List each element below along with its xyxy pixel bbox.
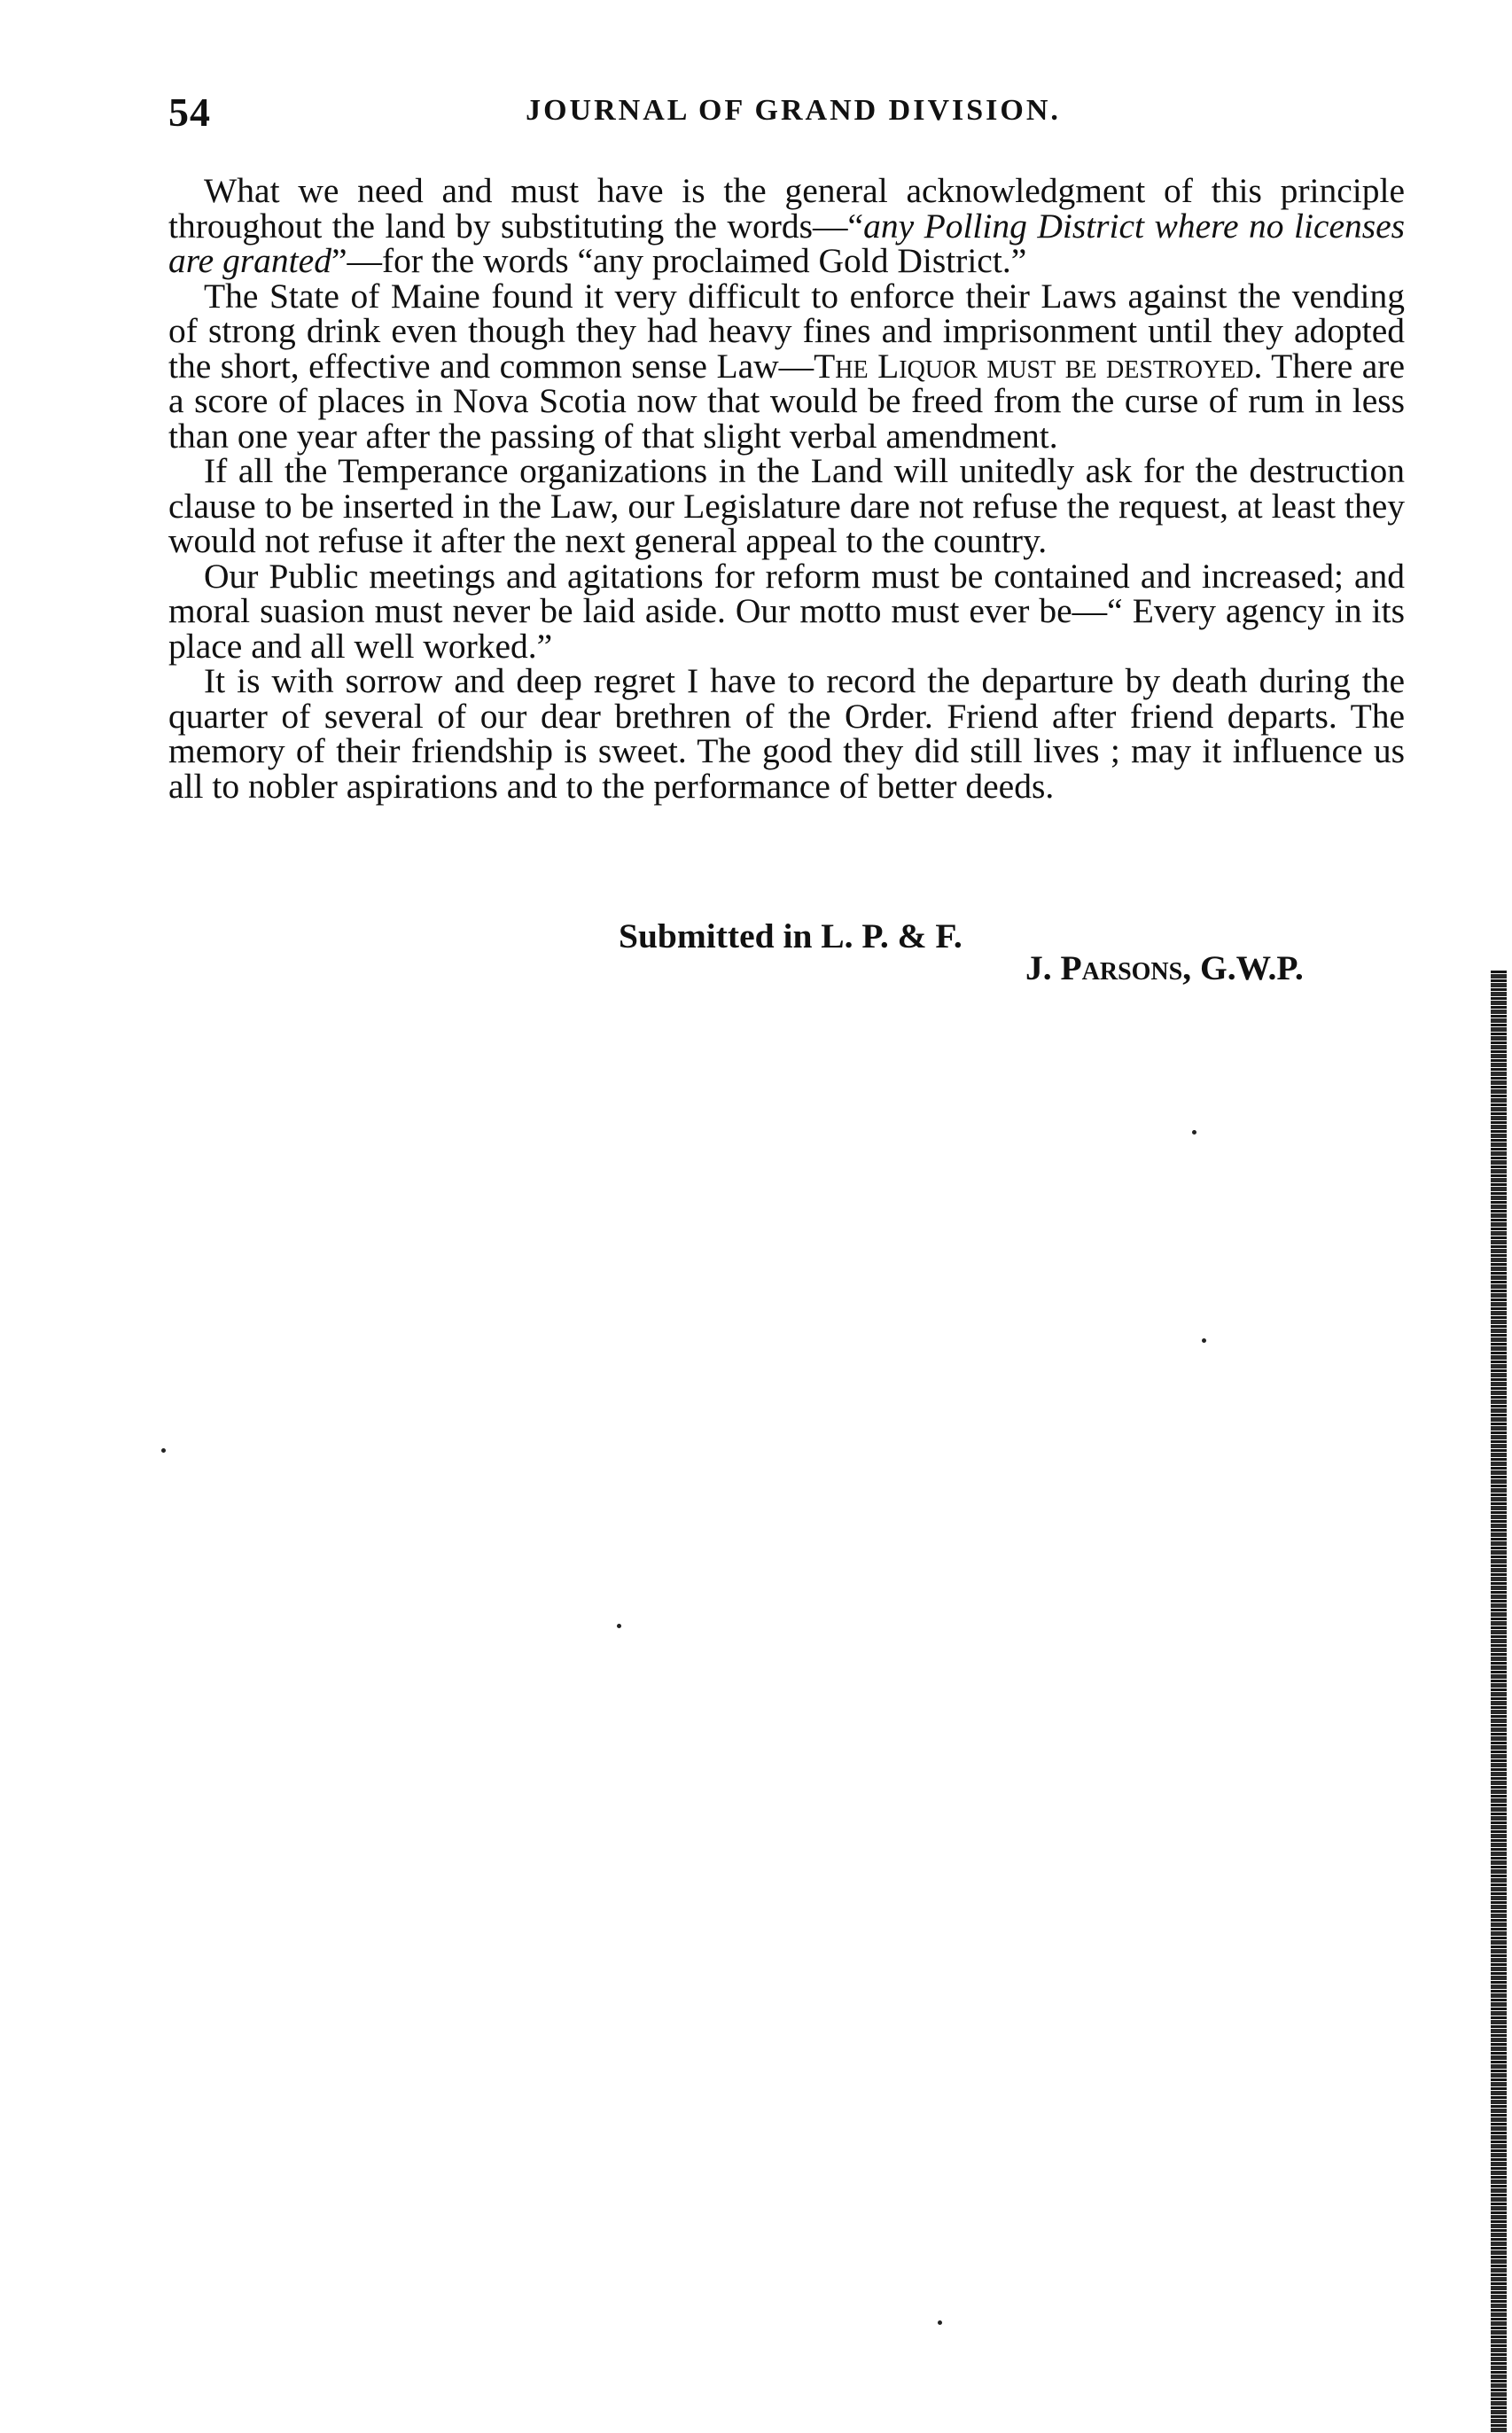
scan-speck (1202, 1338, 1206, 1343)
paragraph-2-text-b: There are a score of places in Nova Scotia now that would be freed from the curse of rum in less than one year after the passing of that slight verbal amendment. (168, 346, 1405, 456)
paragraph-destruction-clause: If all the Temperance organizations in the Land will unitedly ask for the destruction clause to be inserted in the Law, our Legislature dare not refuse the request, at least they would not refuse it after the next general appeal to the country. (168, 451, 1405, 560)
scan-speck (161, 1448, 166, 1453)
paragraph-departures: It is with sorrow and deep regret I have to record the departure by death during the quarter of several of our dear brethren of the Order. Friend after friend departs. The memory of their friendship is sweet. The good they did still lives ; may it influence us all to nobler aspirations and to the performance of better deeds. (168, 661, 1405, 806)
paragraph-1-text-a: What we need and must have is the general acknowledgment of this principle throughout the land by substituting the words—“ (168, 171, 1405, 246)
paragraph-1-italic-phrase: any Polling District where no licenses are granted (168, 206, 1406, 280)
submitted-line: Submitted in L. P. & F. (619, 916, 963, 955)
paragraph-public-meetings: Our Public meetings and agitations for reform must be contained and increased; and moral suasion must never be laid aside. Our motto must ever be—“ Every agency in its place and all well worked.” (168, 556, 1405, 666)
signature: J. Parsons, G.W.P. (1025, 948, 1304, 987)
paragraph-maine-law (168, 276, 1405, 456)
page-number: 54 (168, 90, 211, 135)
paragraph-polling-district (168, 171, 1406, 280)
paragraph-1-text-b: ”—for the words “any proclaimed Gold District.” (331, 241, 1027, 280)
scan-edge-mark (1491, 971, 1507, 2433)
scan-speck (617, 1624, 621, 1628)
running-head: JOURNAL OF GRAND DIVISION. (526, 94, 1061, 127)
page-header (168, 89, 1418, 142)
scan-speck (938, 2320, 942, 2325)
scan-speck (1192, 1130, 1196, 1135)
report-body (168, 171, 1406, 806)
paragraph-2-smallcaps-phrase: The Liquor must be destroyed. (814, 346, 1263, 386)
paragraph-2-text-a: The State of Maine found it very difficult to enforce their Laws against the vending of strong drink even though they had heavy fines and imprisonment until they adopted the short, effective and common sense Law— (168, 276, 1405, 386)
